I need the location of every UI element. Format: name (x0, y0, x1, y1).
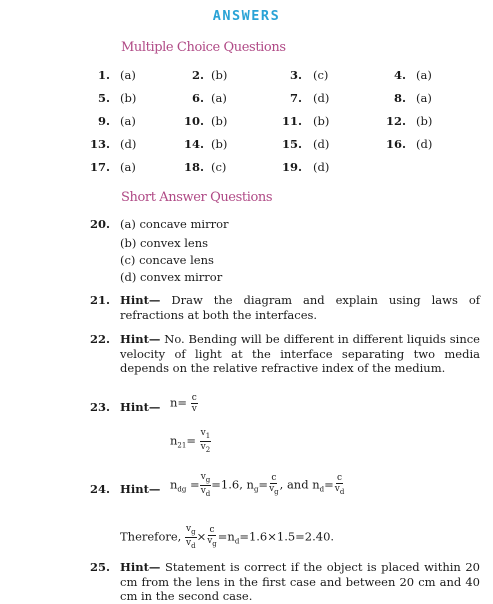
equals-sign: = (186, 433, 196, 448)
mcq-answer: (a) (416, 68, 432, 82)
fraction (185, 524, 197, 551)
numerator (185, 524, 197, 538)
subscript: d (339, 488, 345, 497)
equals-sign: = (190, 477, 200, 492)
answer-part: (c) concave lens (120, 253, 214, 267)
numerator (200, 428, 212, 442)
mcq-answer: (d) (313, 137, 330, 151)
mcq-answer: (a) (120, 160, 136, 174)
mcq-answer: (b) (211, 68, 228, 82)
conjunction: and (286, 477, 309, 492)
fraction (268, 473, 280, 497)
subscript: g (253, 485, 259, 494)
denominator (200, 486, 212, 499)
denominator (334, 484, 346, 497)
subscript: g (205, 475, 211, 484)
question-number: 24. (89, 482, 110, 496)
equation-lhs: n= (170, 395, 188, 410)
symbol: n (312, 477, 320, 492)
denominator (185, 538, 197, 551)
mcq-answer: (b) (211, 137, 228, 151)
hint-label: Hint— (120, 293, 161, 307)
denominator-symbol: v (207, 536, 213, 547)
numerator: c (191, 393, 197, 403)
symbol: n (170, 477, 178, 492)
question-number: 25. (89, 560, 110, 574)
denominator-symbol: v (200, 441, 206, 452)
mcq-number: 3. (289, 68, 302, 82)
mcq-number: 8. (393, 91, 406, 105)
mcq-answer: (a) (211, 91, 227, 105)
denominator-symbol: v (269, 484, 275, 495)
subscript: g (212, 540, 217, 549)
denominator (268, 484, 280, 497)
result-value: =1.6×1.5=2.40. (239, 529, 335, 544)
equation-therefore (120, 524, 334, 551)
answer-text (120, 293, 480, 322)
mcq-number: 5. (97, 91, 110, 105)
result-symbol: =n (217, 529, 235, 544)
numerator: c (337, 473, 343, 484)
mcq-number: 17. (89, 160, 110, 174)
therefore-label: Therefore, (120, 529, 182, 544)
mcq-number: 12. (385, 114, 406, 128)
question-number: 22. (89, 332, 110, 346)
denominator: v (191, 404, 197, 414)
mcq-answer: (c) (313, 68, 329, 82)
subscript: dg (177, 485, 187, 494)
hint-label: Hint— (120, 400, 161, 414)
mcq-number: 9. (97, 114, 110, 128)
equals-sign: = (258, 477, 269, 492)
mcq-answer: (a) (120, 68, 136, 82)
mcq-number: 15. (281, 137, 302, 151)
numerator: c (271, 473, 277, 484)
mcq-answer: (b) (120, 91, 137, 105)
fraction (191, 393, 198, 414)
numerator (200, 472, 212, 486)
mcq-number: 14. (183, 137, 204, 151)
subscript: d (234, 537, 240, 546)
mcq-answer: (d) (416, 137, 433, 151)
answer-part: (d) convex mirror (120, 270, 223, 284)
numerator: c (209, 525, 215, 536)
hint-text: Statement is correct if the object is placed within 20 cm from the lens in the first case and between 20 cm and 40 cm in the second case. (120, 560, 480, 603)
mcq-number: 19. (281, 160, 302, 174)
mcq-heading: Multiple Choice Questions (121, 40, 286, 55)
mcq-answer: (b) (416, 114, 433, 128)
denominator-symbol: v (200, 485, 206, 496)
mcq-answer: (d) (313, 160, 330, 174)
mcq-answer: (d) (313, 91, 330, 105)
mcq-number: 7. (289, 91, 302, 105)
fraction (334, 473, 346, 497)
fraction (200, 472, 212, 499)
answer-text (120, 332, 480, 376)
subscript: d (191, 541, 196, 550)
subscript: d (205, 489, 211, 498)
mcq-answer: (a) (120, 114, 136, 128)
mcq-number: 4. (393, 68, 406, 82)
denominator (206, 536, 218, 549)
mcq-answer: (b) (313, 114, 330, 128)
subscript: 21 (177, 441, 187, 450)
equation-refractive-indices (170, 472, 345, 499)
mcq-number: 10. (183, 114, 204, 128)
mcq-answer: (b) (211, 114, 228, 128)
subscript: g (191, 527, 196, 536)
hint-text: Draw the diagram and explain using laws of refractions at both the interfaces. (120, 293, 480, 322)
mcq-number: 13. (89, 137, 110, 151)
equation-n-c-over-v (170, 393, 198, 414)
denominator (200, 442, 212, 455)
value: =1.6, (211, 477, 243, 492)
times-sign: × (196, 529, 207, 544)
mcq-number: 18. (183, 160, 204, 174)
numerator-symbol: v (185, 524, 192, 534)
page-title: ANSWERS (212, 8, 281, 24)
numerator-symbol: v (200, 428, 206, 438)
subscript: g (274, 488, 279, 497)
subscript: d (319, 485, 325, 494)
question-number: 23. (89, 400, 110, 414)
question-number: 21. (89, 293, 110, 307)
mcq-answer: (a) (416, 91, 432, 105)
subscript: 2 (205, 445, 211, 454)
mcq-number: 11. (281, 114, 302, 128)
symbol: n (246, 477, 254, 492)
hint-label: Hint— (120, 482, 161, 496)
mcq-answer: (c) (211, 160, 227, 174)
question-number: 20. (89, 217, 110, 231)
equation-n21 (170, 428, 211, 455)
equation-lhs: n (170, 433, 178, 448)
denominator-symbol: v (185, 537, 192, 548)
denominator-symbol: v (334, 484, 340, 495)
hint-text: No. Bending will be different in different liquids since velocity of light at the interface separating two media depends on the relative refractive index of the medium. (120, 332, 480, 375)
mcq-number: 2. (191, 68, 204, 82)
equals-sign: = (324, 477, 334, 492)
answer-text (120, 560, 480, 604)
comma: , (279, 477, 284, 492)
mcq-number: 16. (385, 137, 406, 151)
numerator-symbol: v (200, 472, 206, 482)
saq-heading: Short Answer Questions (121, 190, 273, 205)
fraction (206, 525, 218, 549)
hint-label: Hint— (120, 560, 161, 574)
mcq-answer: (d) (120, 137, 137, 151)
answer-part: (a) concave mirror (120, 217, 229, 231)
answer-part: (b) convex lens (120, 236, 208, 250)
subscript: 1 (205, 431, 211, 440)
fraction (200, 428, 212, 455)
mcq-number: 6. (191, 91, 204, 105)
hint-label: Hint— (120, 332, 161, 346)
mcq-number: 1. (97, 68, 110, 82)
